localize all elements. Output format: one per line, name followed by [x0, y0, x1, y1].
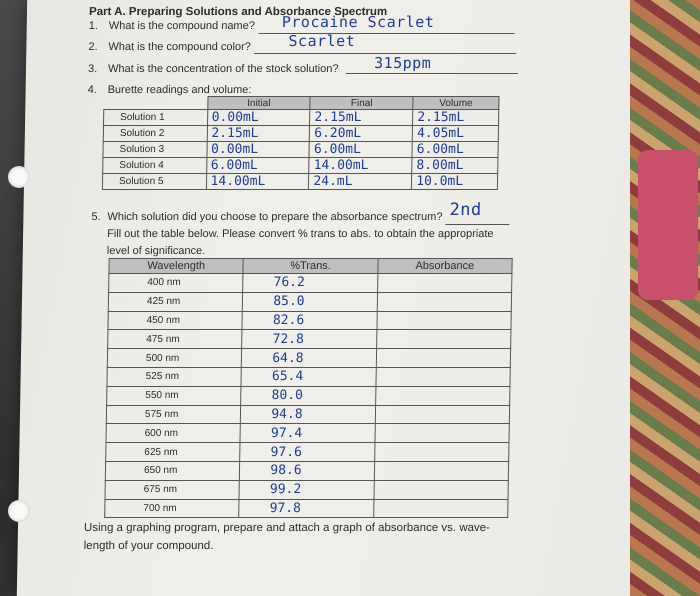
wavelength-cell: 675 nm: [105, 480, 240, 499]
absorbance-row: [107, 367, 510, 386]
initial-reading: 6.00mL: [206, 158, 309, 174]
absorbance-cell: [376, 330, 511, 349]
absorbance-row: [105, 480, 508, 499]
absorbance-row: [107, 386, 510, 405]
absorbance-table: [104, 258, 513, 518]
q3-number: 3.: [87, 63, 98, 75]
q2-number: 2.: [88, 41, 98, 53]
header-absorbance: Absorbance: [378, 259, 513, 274]
burette-header-initial: Initial: [207, 97, 310, 110]
percent-trans-cell: 72.8: [242, 330, 377, 349]
footer-instruction-line1: Using a graphing program, prepare and attach a graph of absorbance vs. wave-: [83, 522, 491, 534]
absorbance-cell: [377, 311, 512, 330]
percent-trans-cell: 65.4: [241, 367, 376, 386]
absorbance-cell: [376, 349, 511, 368]
percent-trans-cell: 82.6: [242, 311, 377, 330]
burette-header-blank: [104, 97, 208, 110]
fabric-pattern: [638, 150, 698, 300]
burette-row: [103, 142, 498, 158]
percent-trans-cell: 97.8: [239, 499, 374, 518]
background-fabric: [630, 0, 700, 596]
absorbance-cell: [373, 499, 508, 518]
q3-text: What is the concentration of the stock solution?: [107, 63, 339, 75]
absorbance-cell: [375, 386, 510, 405]
burette-row: [104, 110, 499, 126]
q5-answer-line: [445, 224, 509, 225]
initial-reading: 0.00mL: [206, 142, 309, 158]
burette-row: [102, 174, 497, 190]
absorbance-row: [106, 443, 509, 462]
wavelength-cell: 475 nm: [108, 330, 243, 349]
wavelength-cell: 550 nm: [107, 386, 242, 405]
absorbance-cell: [374, 461, 509, 480]
initial-reading: 0.00mL: [207, 110, 310, 126]
burette-table: [102, 96, 500, 190]
q2-text: What is the compound color?: [108, 41, 251, 53]
absorbance-row: [107, 349, 510, 368]
wavelength-cell: 700 nm: [105, 499, 240, 518]
q3-answer: 315ppm: [373, 54, 432, 72]
volume-reading: 4.05mL: [412, 126, 498, 142]
wavelength-cell: 450 nm: [108, 311, 243, 330]
initial-reading: 2.15mL: [207, 126, 310, 142]
absorbance-row: [106, 424, 509, 443]
footer-instruction-line2: length of your compound.: [83, 540, 214, 552]
q4-number: 4.: [87, 84, 97, 96]
absorbance-row: [109, 274, 512, 293]
solution-label: Solution 3: [103, 142, 207, 158]
percent-trans-cell: 64.8: [242, 349, 377, 368]
wavelength-cell: 650 nm: [105, 461, 240, 480]
final-reading: 6.20mL: [310, 126, 413, 142]
q2-answer: Scarlet: [288, 32, 356, 50]
burette-row: [103, 126, 498, 142]
q1-number: 1.: [88, 20, 99, 32]
solution-label: Solution 5: [102, 174, 206, 190]
absorbance-cell: [374, 480, 509, 499]
wavelength-cell: 400 nm: [109, 274, 244, 293]
volume-reading: 8.00mL: [412, 158, 498, 174]
solution-label: Solution 4: [103, 158, 207, 174]
solution-label: Solution 1: [104, 110, 208, 126]
absorbance-cell: [376, 367, 511, 386]
absorbance-cell: [375, 424, 510, 443]
q1-answer: Procaine Scarlet: [281, 13, 435, 31]
q4-text: Burette readings and volume:: [107, 84, 252, 96]
absorbance-cell: [375, 405, 510, 424]
header-wavelength: Wavelength: [109, 259, 244, 274]
solution-label: Solution 2: [103, 126, 207, 142]
absorbance-row: [108, 292, 511, 311]
q3-answer-line: [346, 73, 518, 74]
percent-trans-cell: 98.6: [240, 461, 375, 480]
volume-reading: 6.00mL: [412, 142, 498, 158]
final-reading: 6.00mL: [309, 142, 412, 158]
wavelength-cell: 600 nm: [106, 424, 241, 443]
final-reading: 2.15mL: [310, 110, 413, 126]
wavelength-cell: 525 nm: [107, 367, 242, 386]
q5-answer: 2nd: [449, 200, 482, 220]
q5-instruction-line1: Fill out the table below. Please convert % trans to abs. to obtain the appropriate: [107, 228, 494, 240]
percent-trans-cell: 97.4: [240, 424, 375, 443]
absorbance-header-row: [109, 259, 512, 274]
binder-hole-bottom: [8, 500, 30, 522]
percent-trans-cell: 80.0: [241, 386, 376, 405]
absorbance-cell: [377, 292, 512, 311]
volume-reading: 2.15mL: [413, 110, 499, 126]
absorbance-cell: [377, 274, 512, 293]
percent-trans-cell: 99.2: [239, 480, 374, 499]
final-reading: 14.00mL: [309, 158, 412, 174]
percent-trans-cell: 76.2: [243, 274, 378, 293]
q5-instruction-line2: level of significance.: [106, 245, 206, 257]
part-title: Part A. Preparing Solutions and Absorbance Spectrum: [88, 6, 388, 18]
worksheet-page: [17, 0, 667, 596]
percent-trans-cell: 85.0: [243, 292, 378, 311]
wavelength-cell: 575 nm: [106, 405, 241, 424]
initial-reading: 14.00mL: [206, 174, 309, 190]
q1-text: What is the compound name?: [108, 20, 255, 32]
wavelength-cell: 625 nm: [106, 443, 241, 462]
burette-header-final: Final: [310, 97, 413, 110]
burette-row: [103, 158, 498, 174]
wavelength-cell: 425 nm: [108, 292, 243, 311]
final-reading: 24.mL: [309, 174, 412, 190]
absorbance-cell: [374, 443, 509, 462]
binder-hole-top: [8, 166, 30, 188]
absorbance-row: [105, 499, 508, 518]
percent-trans-cell: 94.8: [241, 405, 376, 424]
absorbance-row: [105, 461, 508, 480]
q5-text: Which solution did you choose to prepare the absorbance spectrum?: [107, 211, 443, 223]
volume-reading: 10.0mL: [412, 174, 498, 190]
wavelength-cell: 500 nm: [107, 349, 242, 368]
burette-header-row: [104, 97, 499, 110]
burette-header-volume: Volume: [413, 97, 499, 110]
absorbance-row: [108, 330, 511, 349]
absorbance-row: [106, 405, 509, 424]
q5-number: 5.: [91, 211, 101, 223]
absorbance-row: [108, 311, 511, 330]
header-percent-trans: %Trans.: [243, 259, 378, 274]
percent-trans-cell: 97.6: [240, 443, 375, 462]
